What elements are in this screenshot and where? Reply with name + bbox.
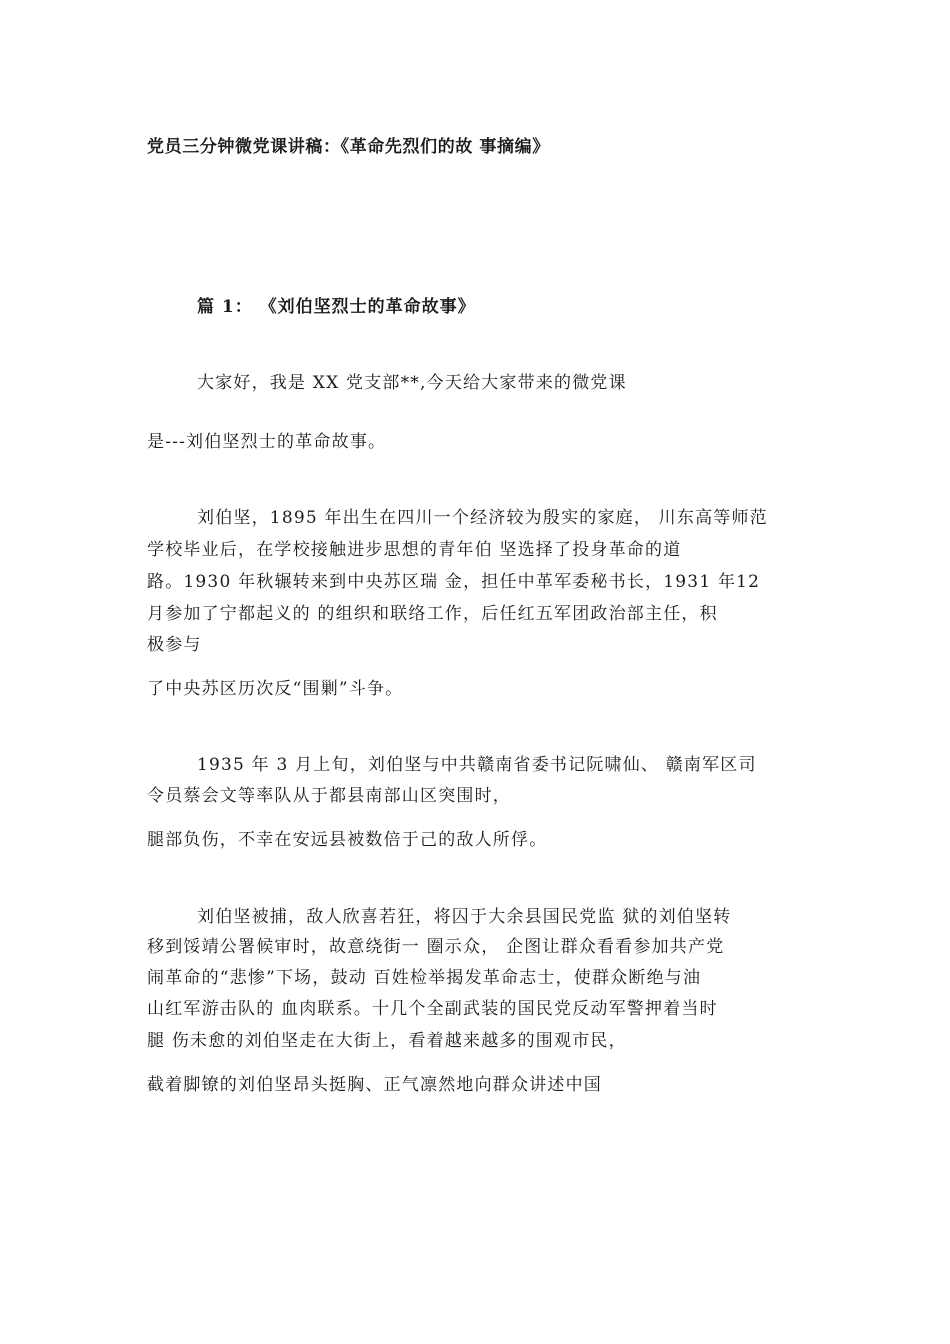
section-heading: 篇 1： 《刘伯坚烈士的革命故事》 xyxy=(197,297,476,317)
paragraph-line: 腿部负伤，不幸在安远县被数倍于己的敌人所俘。 xyxy=(147,830,548,850)
paragraph-line: 腿 伤未愈的刘伯坚走在大街上，看着越来越多的围观市民， xyxy=(147,1031,627,1051)
paragraph-line: 大家好，我是 XX 党支部**,今天给大家带来的微党课 xyxy=(197,373,627,393)
paragraph-line: 了中央苏区历次反“围剿”斗争。 xyxy=(147,679,404,699)
paragraph-line: 令员蔡会文等率队从于都县南部山区突围时， xyxy=(147,786,511,806)
document-title: 党员三分钟微党课讲稿：《革命先烈们的故 事摘编》 xyxy=(147,137,550,157)
paragraph-line: 刘伯坚，1895 年出生在四川一个经济较为殷实的家庭， 川东高等师范 xyxy=(197,508,768,528)
paragraph-line: 移到馁靖公署候审时，故意绕街一 圈示众， 企图让群众看看参加共产党 xyxy=(147,937,725,957)
paragraph-line: 刘伯坚被捕，敌人欣喜若狂，将囚于大余县国民党监 狱的刘伯坚转 xyxy=(197,907,732,927)
paragraph-line: 是---刘伯坚烈士的革命故事。 xyxy=(147,432,387,452)
paragraph-line: 极参与 xyxy=(147,635,202,655)
paragraph-line: 学校毕业后，在学校接触进步思想的青年伯 坚选择了投身革命的道 xyxy=(147,540,682,560)
paragraph-line: 山红军游击队的 血肉联系。十几个全副武装的国民党反动军警押着当时 xyxy=(147,999,718,1019)
paragraph-line: 路。1930 年秋辗转来到中央苏区瑞 金，担任中革军委秘书长，1931 年12 xyxy=(147,572,761,592)
paragraph-line: 闹革命的“悲惨”下场，鼓动 百姓检举揭发革命志士，使群众断绝与油 xyxy=(147,968,702,988)
paragraph-line: 截着脚镣的刘伯坚昂头挺胸、正气凛然地向群众讲述中国 xyxy=(147,1075,602,1095)
paragraph-line: 1935 年 3 月上旬，刘伯坚与中共赣南省委书记阮啸仙、 赣南军区司 xyxy=(197,755,757,775)
paragraph-line: 月参加了宁都起义的 的组织和联络工作，后任红五军团政治部主任，积 xyxy=(147,604,718,624)
